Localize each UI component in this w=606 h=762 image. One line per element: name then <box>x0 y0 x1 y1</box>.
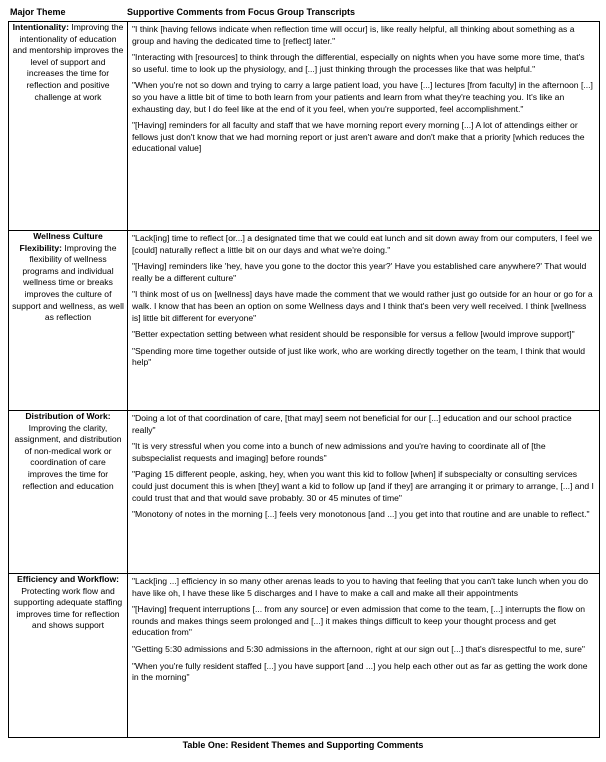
header-major-theme: Major Theme <box>10 7 66 17</box>
comments-cell <box>128 411 600 574</box>
theme-name: Wellness Culture Flexibility: <box>19 231 103 253</box>
comment: "It is very stressful when you come into a bunch of new admissions and you're having to coordinate all of [the subspecialist requests and imaging] before rounds" <box>132 441 546 463</box>
document-page <box>8 5 600 738</box>
table-row <box>9 22 600 231</box>
comment: "Spending more time together outside of just like work, who are working directly together on the team, I think that would help" <box>132 345 586 368</box>
comment: "When you're not so down and trying to carry a large patient load, you have [...] lectures [from faculty] in the afternoon [...] so you have a little bit of time to both learn from your patients and learn from what they're teaching you. It's like an exhausting day, but I do feel like at the end of it you feel, when you're supported, feel accomplishment." <box>132 80 593 114</box>
comment: "[Having] reminders for all faculty and staff that we have morning report every morning [...] A lot of attendings either or fellows just don't know that we had morning report or just aren't aware and don't make that a priority [which reduces the educational value] <box>132 120 585 154</box>
header-supportive-comments: Supportive Comments from Focus Group Transcripts <box>127 7 356 17</box>
theme-cell <box>9 231 128 411</box>
theme-name: Efficiency and Workflow: <box>16 574 120 584</box>
themes-table <box>8 21 600 738</box>
comment: "[Having] frequent interruptions [... from any source] or even admission that come to the team, [...] interrupts the flow on rounds and makes things seem prolonged and [...] it makes things difficult to keep your thought process and get education from" <box>132 604 586 638</box>
comment: "Monotony of notes in the morning [...] feels very monotonous [and ...] you get into that routine and are unable to reflect." <box>132 509 590 520</box>
theme-description: Improving the intentionality of education and mentorship improves the level of support and increases the time for reflection and positive challenge at work <box>12 22 124 102</box>
comment: "Doing a lot of that coordination of care, [that may] seem not beneficial for our [...] education and our school practice really" <box>132 413 572 435</box>
theme-cell <box>9 574 128 738</box>
comment: "When you're fully resident staffed [...] you have support [and ...] you help each other out as far as getting the work done in the morning" <box>132 660 588 683</box>
theme-description: Protecting work flow and supporting adequate staffing improves time for reflection and shows support <box>13 585 123 631</box>
comments-cell <box>128 22 600 231</box>
theme-name: Distribution of Work: <box>25 411 111 421</box>
comment: "I think [having fellows indicate when reflection time will occur] is, like really helpful, all thinking about something as a group and having the dedicated time to [reflect] later." <box>132 24 575 46</box>
table-row <box>9 411 600 574</box>
table-header <box>8 5 600 21</box>
comment: "I think most of us on [wellness] days have made the comment that we would rather just go outside for an hour or go for a walk. I know that has been an option on some Wellness days and I think that's been very well received. I think [wellness is] little bit different for everyone" <box>132 289 593 323</box>
table-caption: Table One: Resident Themes and Supporting Comments <box>182 740 424 750</box>
table-row <box>9 574 600 738</box>
comment: "Lack[ing] time to reflect [or...] a designated time that we could eat lunch and sit down away from our computers, I feel we [could] naturally reflect a little bit on our days and what we're doing." <box>132 233 593 255</box>
table-row <box>9 231 600 411</box>
comments-cell <box>128 574 600 738</box>
theme-cell <box>9 22 128 231</box>
comment: "Lack[ing ...] efficiency in so many other arenas leads to you to having that feeling that you can't take lunch when you do have like oh, I have these like 5 discharges and I have to make a call and make all their appointments <box>132 576 588 598</box>
comment: "Getting 5:30 admissions and 5:30 admissions in the afternoon, right at our sign out [...] that's disrespectful to me, sure" <box>132 643 585 654</box>
theme-description: Improving the flexibility of wellness programs and individual wellness time or breaks improves the culture of support and wellness, as well as reflection <box>12 242 124 323</box>
comment: "[Having] reminders like 'hey, have you gone to the doctor this year?' Have you established care anywhere?' That would really be a different culture" <box>132 261 587 283</box>
theme-cell <box>9 411 128 574</box>
comments-cell <box>128 231 600 411</box>
comment: "Interacting with [resources] to think through the differential, especially on nights when you have some more time, that's so useful. time to look up the physiology, and [...] just thinking through the processes like that was helpful." <box>132 52 585 74</box>
theme-name: Intentionality: <box>12 22 69 32</box>
comment: "Better expectation setting between what resident should be responsible for versus a fellow [would improve support]" <box>132 329 575 340</box>
theme-description: Improving the clarity, assignment, and distribution of non-medical work or coordination of care improves the time for reflection and education <box>14 422 122 491</box>
comment: "Paging 15 different people, asking, hey, when you want this kid to follow [when] if subspecialty or consulting services could just document this is when [they] want a kid to follow up [and if they] are arranging it or primary to arrange, [...] and I could trust that and that would save probably. 30 or 45 minutes of time" <box>132 469 594 503</box>
